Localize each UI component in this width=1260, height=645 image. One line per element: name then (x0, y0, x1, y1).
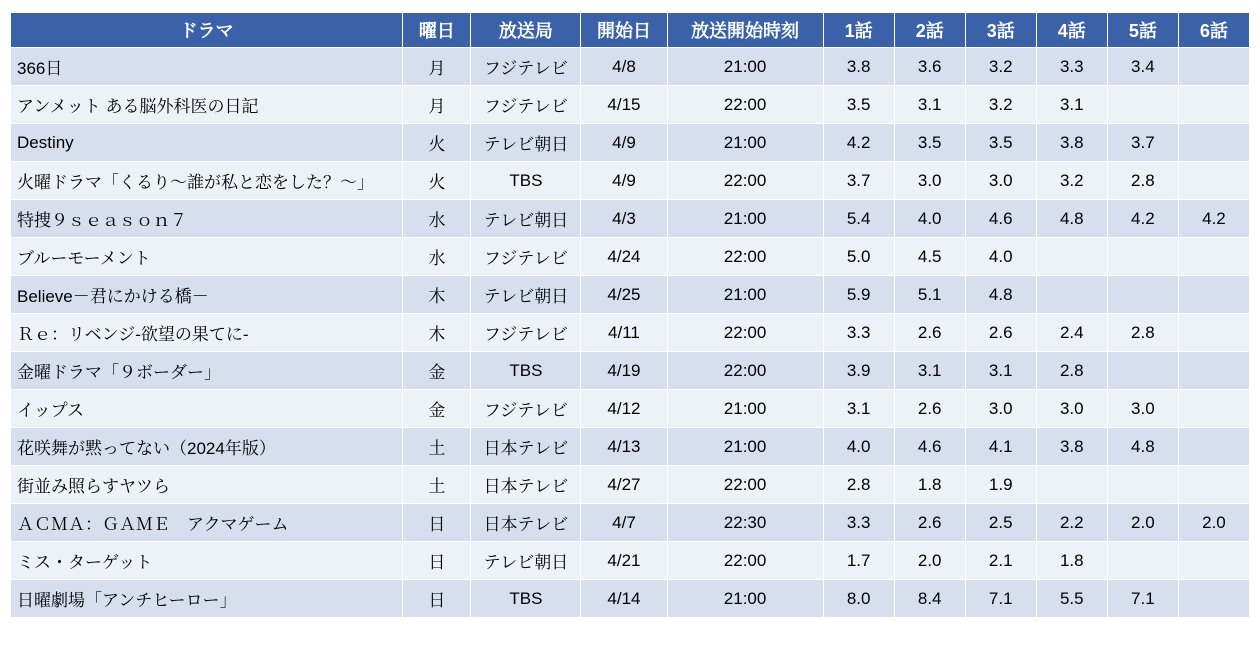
cell-ep2: 2.6 (894, 504, 965, 542)
cell-ep5 (1107, 352, 1178, 390)
table-row (11, 124, 1250, 162)
cell-ep1: 8.0 (823, 580, 894, 618)
table-row (11, 238, 1250, 276)
cell-ep2: 3.0 (894, 162, 965, 200)
cell-start-date: 4/27 (581, 466, 667, 504)
cell-start-date: 4/24 (581, 238, 667, 276)
table-row (11, 200, 1250, 238)
column-header-starttime: 放送開始時刻 (667, 13, 823, 48)
cell-ep3: 3.2 (965, 86, 1036, 124)
column-header-network: 放送局 (471, 13, 581, 48)
cell-ep6 (1178, 276, 1249, 314)
cell-ep2: 8.4 (894, 580, 965, 618)
cell-ep4: 4.8 (1036, 200, 1107, 238)
cell-start-time: 21:00 (667, 580, 823, 618)
cell-network: フジテレビ (471, 48, 581, 86)
cell-start-date: 4/9 (581, 124, 667, 162)
cell-ep5: 3.0 (1107, 390, 1178, 428)
table-row (11, 86, 1250, 124)
cell-ep2: 4.6 (894, 428, 965, 466)
cell-ep1: 3.3 (823, 504, 894, 542)
cell-network: 日本テレビ (471, 466, 581, 504)
cell-ep4: 2.2 (1036, 504, 1107, 542)
cell-day: 木 (403, 314, 471, 352)
cell-ep1: 5.9 (823, 276, 894, 314)
cell-ep4 (1036, 238, 1107, 276)
cell-day: 土 (403, 428, 471, 466)
cell-title: ブルーモーメント (11, 238, 403, 276)
table-row (11, 276, 1250, 314)
table-row (11, 352, 1250, 390)
cell-ep6 (1178, 238, 1249, 276)
cell-title: 金曜ドラマ「９ボーダー」 (11, 352, 403, 390)
column-header-ep3: 3話 (965, 13, 1036, 48)
cell-network: テレビ朝日 (471, 200, 581, 238)
cell-ep4: 3.0 (1036, 390, 1107, 428)
cell-start-date: 4/11 (581, 314, 667, 352)
table-body (11, 48, 1250, 618)
cell-ep5: 2.0 (1107, 504, 1178, 542)
column-header-ep6: 6話 (1178, 13, 1249, 48)
cell-day: 月 (403, 48, 471, 86)
cell-ep5 (1107, 542, 1178, 580)
cell-start-date: 4/25 (581, 276, 667, 314)
cell-ep1: 2.8 (823, 466, 894, 504)
cell-ep4: 3.3 (1036, 48, 1107, 86)
cell-ep5: 4.8 (1107, 428, 1178, 466)
cell-ep5: 2.8 (1107, 314, 1178, 352)
cell-start-time: 21:00 (667, 428, 823, 466)
cell-start-date: 4/13 (581, 428, 667, 466)
cell-title: ＡＣＭＡ：ＧＡＭＥ アクマゲーム (11, 504, 403, 542)
cell-day: 金 (403, 390, 471, 428)
cell-start-time: 22:00 (667, 314, 823, 352)
cell-start-time: 22:30 (667, 504, 823, 542)
cell-start-date: 4/14 (581, 580, 667, 618)
cell-ep6 (1178, 352, 1249, 390)
cell-start-date: 4/7 (581, 504, 667, 542)
cell-start-time: 22:00 (667, 86, 823, 124)
cell-network: フジテレビ (471, 314, 581, 352)
cell-ep6 (1178, 390, 1249, 428)
cell-ep2: 3.6 (894, 48, 965, 86)
cell-ep2: 4.0 (894, 200, 965, 238)
cell-ep4 (1036, 466, 1107, 504)
table-header-row (11, 13, 1250, 48)
column-header-ep5: 5話 (1107, 13, 1178, 48)
cell-ep1: 3.8 (823, 48, 894, 86)
cell-ep3: 4.1 (965, 428, 1036, 466)
cell-ep4: 5.5 (1036, 580, 1107, 618)
cell-start-time: 21:00 (667, 124, 823, 162)
cell-ep5 (1107, 466, 1178, 504)
cell-day: 木 (403, 276, 471, 314)
cell-ep4: 2.8 (1036, 352, 1107, 390)
cell-title: 花咲舞が黙ってない（2024年版） (11, 428, 403, 466)
column-header-ep1: 1話 (823, 13, 894, 48)
cell-ep2: 3.1 (894, 352, 965, 390)
cell-ep1: 4.0 (823, 428, 894, 466)
cell-ep1: 4.2 (823, 124, 894, 162)
column-header-title: ドラマ (11, 13, 403, 48)
cell-ep6 (1178, 314, 1249, 352)
cell-day: 火 (403, 124, 471, 162)
cell-day: 水 (403, 200, 471, 238)
cell-ep2: 3.1 (894, 86, 965, 124)
cell-start-date: 4/21 (581, 542, 667, 580)
cell-ep3: 7.1 (965, 580, 1036, 618)
cell-ep6: 4.2 (1178, 200, 1249, 238)
cell-ep1: 5.4 (823, 200, 894, 238)
cell-ep4 (1036, 276, 1107, 314)
cell-ep3: 2.5 (965, 504, 1036, 542)
cell-day: 日 (403, 542, 471, 580)
cell-ep5: 3.7 (1107, 124, 1178, 162)
cell-start-time: 22:00 (667, 542, 823, 580)
column-header-day: 曜日 (403, 13, 471, 48)
cell-network: フジテレビ (471, 238, 581, 276)
cell-day: 火 (403, 162, 471, 200)
cell-start-date: 4/8 (581, 48, 667, 86)
cell-ep2: 2.6 (894, 390, 965, 428)
cell-start-time: 22:00 (667, 162, 823, 200)
cell-title: 街並み照らすヤツら (11, 466, 403, 504)
cell-ep3: 4.0 (965, 238, 1036, 276)
cell-ep3: 3.5 (965, 124, 1036, 162)
cell-ep2: 3.5 (894, 124, 965, 162)
cell-ep6 (1178, 542, 1249, 580)
cell-ep3: 3.1 (965, 352, 1036, 390)
cell-ep3: 4.8 (965, 276, 1036, 314)
cell-ep3: 2.1 (965, 542, 1036, 580)
table-row (11, 162, 1250, 200)
cell-ep2: 4.5 (894, 238, 965, 276)
cell-start-time: 21:00 (667, 48, 823, 86)
drama-ratings-table (10, 12, 1250, 618)
cell-title: イップス (11, 390, 403, 428)
cell-ep1: 3.1 (823, 390, 894, 428)
cell-start-date: 4/19 (581, 352, 667, 390)
cell-ep1: 3.9 (823, 352, 894, 390)
cell-title: 日曜劇場「アンチヒーロー」 (11, 580, 403, 618)
cell-title: 特捜９ｓｅａｓｏｎ７ (11, 200, 403, 238)
cell-ep2: 2.6 (894, 314, 965, 352)
cell-ep3: 2.6 (965, 314, 1036, 352)
cell-start-time: 21:00 (667, 200, 823, 238)
cell-ep6 (1178, 466, 1249, 504)
cell-start-date: 4/3 (581, 200, 667, 238)
cell-ep5: 2.8 (1107, 162, 1178, 200)
cell-ep2: 5.1 (894, 276, 965, 314)
cell-ep5 (1107, 86, 1178, 124)
cell-day: 金 (403, 352, 471, 390)
cell-title: ミス・ターゲット (11, 542, 403, 580)
cell-ep5: 3.4 (1107, 48, 1178, 86)
cell-ep3: 1.9 (965, 466, 1036, 504)
cell-ep4: 1.8 (1036, 542, 1107, 580)
column-header-ep2: 2話 (894, 13, 965, 48)
table-row (11, 428, 1250, 466)
cell-title: Ｒｅ：リベンジ-欲望の果てに- (11, 314, 403, 352)
cell-ep4: 3.2 (1036, 162, 1107, 200)
cell-title: Believe－君にかける橋－ (11, 276, 403, 314)
cell-ep5: 7.1 (1107, 580, 1178, 618)
cell-ep6: 2.0 (1178, 504, 1249, 542)
table-row (11, 314, 1250, 352)
cell-ep1: 5.0 (823, 238, 894, 276)
cell-ep2: 1.8 (894, 466, 965, 504)
cell-network: テレビ朝日 (471, 276, 581, 314)
cell-start-date: 4/9 (581, 162, 667, 200)
cell-network: 日本テレビ (471, 504, 581, 542)
table-row (11, 542, 1250, 580)
cell-ep6 (1178, 428, 1249, 466)
cell-ep5 (1107, 238, 1178, 276)
cell-ep1: 1.7 (823, 542, 894, 580)
cell-title: 火曜ドラマ「くるり〜誰が私と恋をした？〜」 (11, 162, 403, 200)
cell-title: 366日 (11, 48, 403, 86)
cell-ep3: 3.0 (965, 390, 1036, 428)
cell-day: 日 (403, 580, 471, 618)
cell-ep1: 3.5 (823, 86, 894, 124)
cell-title: Destiny (11, 124, 403, 162)
column-header-startdate: 開始日 (581, 13, 667, 48)
cell-ep3: 3.2 (965, 48, 1036, 86)
cell-network: フジテレビ (471, 390, 581, 428)
table-header (11, 13, 1250, 48)
cell-start-time: 22:00 (667, 238, 823, 276)
table-row (11, 48, 1250, 86)
cell-day: 月 (403, 86, 471, 124)
cell-network: フジテレビ (471, 86, 581, 124)
cell-ep2: 2.0 (894, 542, 965, 580)
cell-ep3: 4.6 (965, 200, 1036, 238)
cell-day: 土 (403, 466, 471, 504)
table-row (11, 466, 1250, 504)
cell-ep6 (1178, 162, 1249, 200)
table-row (11, 390, 1250, 428)
cell-day: 日 (403, 504, 471, 542)
cell-day: 水 (403, 238, 471, 276)
cell-ep5: 4.2 (1107, 200, 1178, 238)
cell-title: アンメット ある脳外科医の日記 (11, 86, 403, 124)
cell-ep6 (1178, 580, 1249, 618)
cell-network: TBS (471, 580, 581, 618)
cell-ep4: 3.8 (1036, 428, 1107, 466)
cell-ep4: 2.4 (1036, 314, 1107, 352)
cell-start-time: 22:00 (667, 352, 823, 390)
cell-network: TBS (471, 352, 581, 390)
cell-start-date: 4/15 (581, 86, 667, 124)
cell-network: テレビ朝日 (471, 124, 581, 162)
cell-ep1: 3.7 (823, 162, 894, 200)
cell-ep5 (1107, 276, 1178, 314)
cell-start-time: 21:00 (667, 276, 823, 314)
cell-start-time: 21:00 (667, 390, 823, 428)
cell-network: 日本テレビ (471, 428, 581, 466)
table-row (11, 504, 1250, 542)
cell-start-date: 4/12 (581, 390, 667, 428)
cell-network: テレビ朝日 (471, 542, 581, 580)
cell-ep1: 3.3 (823, 314, 894, 352)
cell-ep3: 3.0 (965, 162, 1036, 200)
cell-ep6 (1178, 86, 1249, 124)
table-row (11, 580, 1250, 618)
cell-ep4: 3.1 (1036, 86, 1107, 124)
cell-ep6 (1178, 124, 1249, 162)
column-header-ep4: 4話 (1036, 13, 1107, 48)
cell-start-time: 22:00 (667, 466, 823, 504)
cell-ep6 (1178, 48, 1249, 86)
cell-network: TBS (471, 162, 581, 200)
cell-ep4: 3.8 (1036, 124, 1107, 162)
